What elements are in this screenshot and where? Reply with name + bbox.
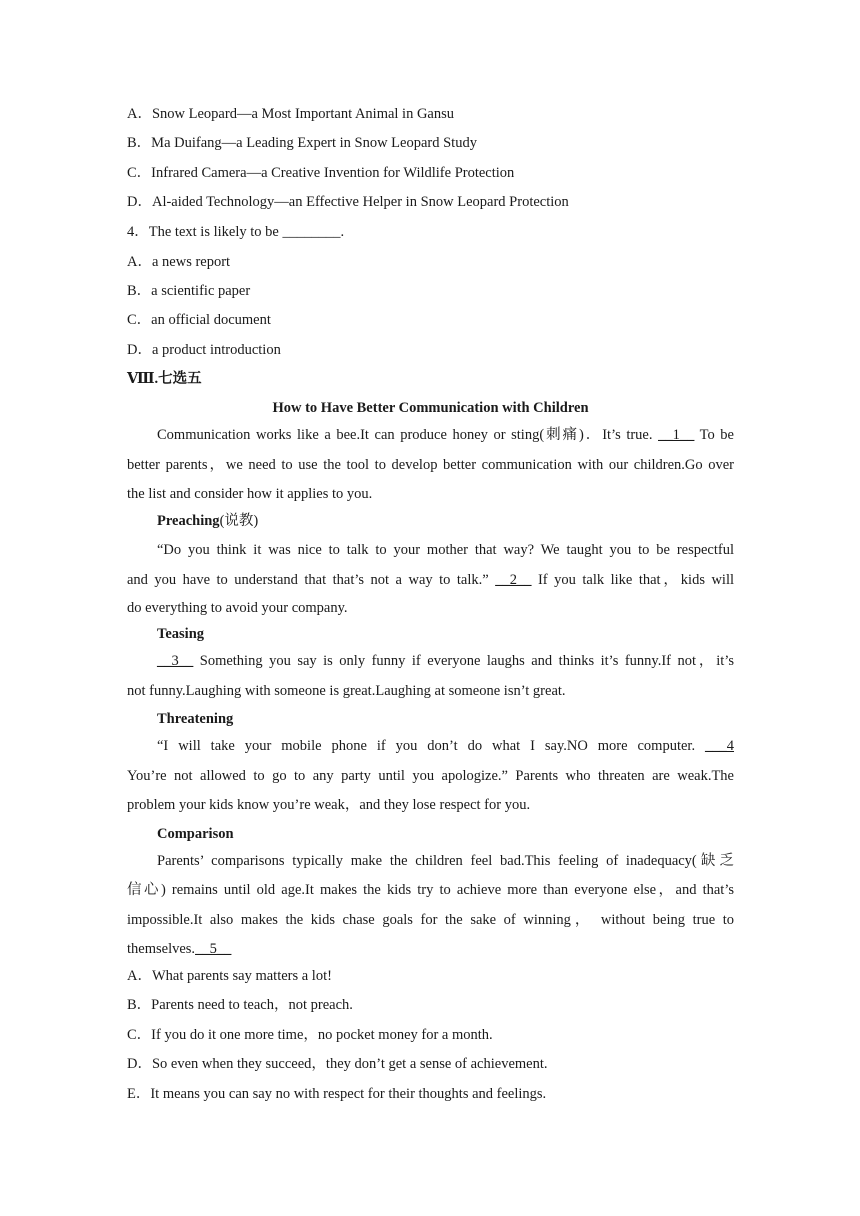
- section-heading: Ⅷ.七选五: [127, 371, 202, 387]
- paragraph-2-line-3: do everything to avoid your company.: [127, 600, 348, 616]
- p4-text: “I will take your mobile phone if you don’t do what I say.NO more computer.: [157, 738, 696, 754]
- p1-tail: To be: [699, 427, 734, 443]
- p2-text: and you have to understand that that’s not a way to talk.”: [127, 572, 489, 588]
- answer-option-b: B．Parents need to teach，not preach.: [127, 997, 353, 1013]
- p5-text: themselves.: [127, 941, 196, 957]
- q3-option-c: C．Infrared Camera—a Creative Invention for Wildlife Protection: [127, 165, 515, 181]
- q3-option-b: B．Ma Duifang—a Leading Expert in Snow Leopard Study: [127, 135, 477, 151]
- answer-option-a: A．What parents say matters a lot!: [127, 968, 332, 984]
- blank-1: __1__: [658, 427, 695, 443]
- blank-4: ___4: [705, 738, 735, 754]
- paragraph-5-line-4: [127, 939, 231, 959]
- p3-text: Something you say is only funny if everyone laughs and thinks it’s funny.If not，it’s: [199, 653, 734, 669]
- p2-tail: If you talk like that，kids will: [537, 572, 735, 588]
- blank-5: __5__: [195, 941, 232, 957]
- q4-option-a: A．a news report: [127, 254, 231, 270]
- p1-text: Communication works like a bee.It can produce honey or sting(刺痛)．It’s true.: [157, 427, 653, 443]
- heading-threatening: Threatening: [157, 711, 234, 727]
- paragraph-5-line-3: impossible.It also makes the kids chase goals for the sake of winning， without being true to: [127, 912, 734, 928]
- paragraph-5-line-1: Parents’ comparisons typically make the children feel bad.This feeling of inadequacy(缺乏: [157, 853, 734, 869]
- paragraph-5-line-2: 信心) remains until old age.It makes the kids try to achieve more than everyone else，and that’s: [127, 882, 734, 898]
- answer-option-e: E．It means you can say no with respect for their thoughts and feelings.: [127, 1086, 547, 1102]
- paragraph-4-line-3: problem your kids know you’re weak，and they lose respect for you.: [127, 797, 531, 813]
- paragraph-4-line-2: You’re not allowed to go to any party until you apologize.” Parents who threaten are weak.The: [127, 768, 734, 784]
- answer-option-c: C．If you do it one more time，no pocket money for a month.: [127, 1027, 493, 1043]
- passage-title: How to Have Better Communication with Children: [272, 400, 589, 416]
- blank-3: __3__: [157, 653, 194, 669]
- q3-option-d: D．Al-aided Technology—an Effective Helper in Snow Leopard Protection: [127, 194, 569, 210]
- heading-comparison: Comparison: [157, 826, 234, 842]
- q3-option-a: A．Snow Leopard—a Most Important Animal in Gansu: [127, 106, 455, 122]
- paragraph-3-line-2: not funny.Laughing with someone is great.Laughing at someone isn’t great.: [127, 683, 566, 699]
- answer-option-d: D．So even when they succeed，they don’t get a sense of achievement.: [127, 1056, 548, 1072]
- q4-option-c: C．an official document: [127, 312, 271, 328]
- blank-2: __2__: [495, 572, 532, 588]
- paragraph-1-line-1: [157, 425, 734, 445]
- heading-preaching: [157, 511, 258, 531]
- preaching-label: Preaching: [157, 513, 220, 529]
- q4-option-b: B．a scientific paper: [127, 283, 251, 299]
- paragraph-1-line-2: better parents，we need to use the tool to develop better communication with our children.Go over: [127, 457, 734, 473]
- paragraph-1-line-3: the list and consider how it applies to you.: [127, 486, 373, 502]
- heading-teasing: Teasing: [157, 626, 205, 642]
- paragraph-2-line-2: [127, 570, 734, 590]
- paragraph-3-line-1: [157, 651, 734, 671]
- q4-option-d: D．a product introduction: [127, 342, 281, 358]
- preaching-gloss: (说教): [219, 513, 259, 529]
- q4-stem: 4．The text is likely to be ________.: [127, 224, 345, 240]
- paragraph-4-line-1: [157, 736, 734, 756]
- paragraph-2-line-1: “Do you think it was nice to talk to your mother that way? We taught you to be respectful: [157, 542, 734, 558]
